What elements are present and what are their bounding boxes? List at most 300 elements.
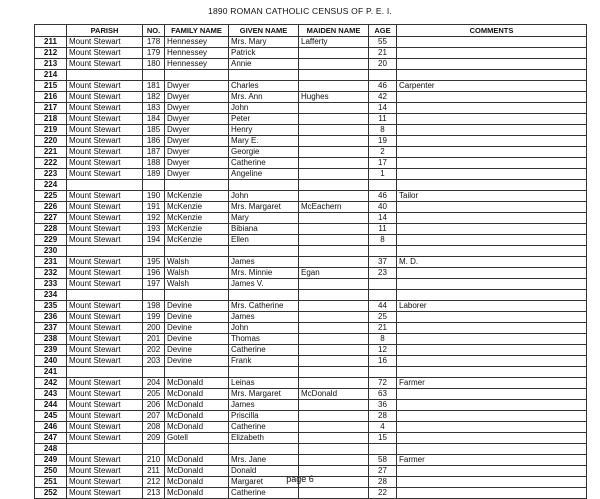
- row-number-cell: 236: [35, 312, 67, 323]
- row-number-cell: 211: [35, 37, 67, 48]
- parish-cell: Mount Stewart: [67, 400, 143, 411]
- row-number-cell: 241: [35, 367, 67, 378]
- household-number-cell: 186: [143, 136, 165, 147]
- comments-cell: [397, 400, 587, 411]
- row-number-cell: 216: [35, 92, 67, 103]
- family-name-cell: McDonald: [165, 488, 229, 499]
- table-row: [35, 235, 587, 246]
- given-name-cell: Mary: [229, 213, 299, 224]
- family-name-cell: Devine: [165, 334, 229, 345]
- table-row: [35, 213, 587, 224]
- parish-cell: Mount Stewart: [67, 81, 143, 92]
- given-name-cell: Leinas: [229, 378, 299, 389]
- household-number-cell: 182: [143, 92, 165, 103]
- row-number-cell: 227: [35, 213, 67, 224]
- table-row: [35, 180, 587, 191]
- family-name-cell: Hennessey: [165, 59, 229, 70]
- given-name-cell: James: [229, 312, 299, 323]
- maiden-name-cell: [299, 125, 369, 136]
- census-table: [34, 24, 587, 499]
- parish-cell: Mount Stewart: [67, 202, 143, 213]
- household-number-cell: 204: [143, 378, 165, 389]
- maiden-name-cell: [299, 345, 369, 356]
- age-cell: 36: [369, 400, 397, 411]
- table-row: [35, 246, 587, 257]
- column-header-given-name: GIVEN NAME: [229, 25, 299, 37]
- age-cell: 14: [369, 213, 397, 224]
- table-row: [35, 202, 587, 213]
- table-row: [35, 136, 587, 147]
- row-number-cell: 221: [35, 147, 67, 158]
- family-name-cell: Devine: [165, 323, 229, 334]
- family-name-cell: Hennessey: [165, 37, 229, 48]
- household-number-cell: 192: [143, 213, 165, 224]
- age-cell: 8: [369, 125, 397, 136]
- table-row: [35, 81, 587, 92]
- age-cell: 28: [369, 477, 397, 488]
- parish-cell: Mount Stewart: [67, 378, 143, 389]
- maiden-name-cell: [299, 191, 369, 202]
- household-number-cell: 201: [143, 334, 165, 345]
- comments-cell: [397, 202, 587, 213]
- comments-cell: [397, 103, 587, 114]
- table-row: [35, 268, 587, 279]
- column-header-row-number: [35, 25, 67, 37]
- row-number-cell: 233: [35, 279, 67, 290]
- given-name-cell: Frank: [229, 356, 299, 367]
- age-cell: 46: [369, 81, 397, 92]
- row-number-cell: 224: [35, 180, 67, 191]
- household-number-cell: 207: [143, 411, 165, 422]
- age-cell: [369, 70, 397, 81]
- family-name-cell: Devine: [165, 345, 229, 356]
- age-cell: [369, 444, 397, 455]
- parish-cell: Mount Stewart: [67, 125, 143, 136]
- family-name-cell: Dwyer: [165, 92, 229, 103]
- household-number-cell: [143, 180, 165, 191]
- maiden-name-cell: [299, 488, 369, 499]
- maiden-name-cell: [299, 158, 369, 169]
- given-name-cell: [229, 367, 299, 378]
- maiden-name-cell: [299, 334, 369, 345]
- household-number-cell: [143, 290, 165, 301]
- household-number-cell: 209: [143, 433, 165, 444]
- table-row: [35, 48, 587, 59]
- parish-cell: Mount Stewart: [67, 114, 143, 125]
- given-name-cell: Donald: [229, 466, 299, 477]
- given-name-cell: Mrs. Catherine: [229, 301, 299, 312]
- maiden-name-cell: [299, 422, 369, 433]
- family-name-cell: Dwyer: [165, 169, 229, 180]
- maiden-name-cell: [299, 213, 369, 224]
- row-number-cell: 214: [35, 70, 67, 81]
- household-number-cell: [143, 70, 165, 81]
- parish-cell: Mount Stewart: [67, 235, 143, 246]
- maiden-name-cell: [299, 455, 369, 466]
- comments-cell: [397, 433, 587, 444]
- parish-cell: Mount Stewart: [67, 191, 143, 202]
- given-name-cell: John: [229, 103, 299, 114]
- given-name-cell: Angeline: [229, 169, 299, 180]
- comments-cell: M. D.: [397, 257, 587, 268]
- age-cell: 27: [369, 466, 397, 477]
- page-title: 1890 ROMAN CATHOLIC CENSUS OF P. E. I.: [208, 6, 392, 16]
- column-header-parish: PARISH: [67, 25, 143, 37]
- given-name-cell: [229, 246, 299, 257]
- age-cell: 11: [369, 224, 397, 235]
- given-name-cell: Margaret: [229, 477, 299, 488]
- maiden-name-cell: [299, 290, 369, 301]
- table-row: [35, 114, 587, 125]
- household-number-cell: 202: [143, 345, 165, 356]
- row-number-cell: 229: [35, 235, 67, 246]
- family-name-cell: McDonald: [165, 400, 229, 411]
- maiden-name-cell: [299, 169, 369, 180]
- table-row: [35, 103, 587, 114]
- maiden-name-cell: [299, 378, 369, 389]
- given-name-cell: Patrick: [229, 48, 299, 59]
- maiden-name-cell: [299, 224, 369, 235]
- row-number-cell: 231: [35, 257, 67, 268]
- maiden-name-cell: [299, 367, 369, 378]
- comments-cell: [397, 246, 587, 257]
- table-row: [35, 488, 587, 499]
- given-name-cell: Bibiana: [229, 224, 299, 235]
- parish-cell: Mount Stewart: [67, 455, 143, 466]
- maiden-name-cell: Lafferty: [299, 37, 369, 48]
- family-name-cell: McDonald: [165, 411, 229, 422]
- maiden-name-cell: [299, 279, 369, 290]
- page-footer: page 6: [286, 474, 314, 484]
- row-number-cell: 238: [35, 334, 67, 345]
- maiden-name-cell: [299, 444, 369, 455]
- row-number-cell: 219: [35, 125, 67, 136]
- parish-cell: Mount Stewart: [67, 37, 143, 48]
- parish-cell: Mount Stewart: [67, 158, 143, 169]
- given-name-cell: [229, 444, 299, 455]
- household-number-cell: 210: [143, 455, 165, 466]
- parish-cell: Mount Stewart: [67, 268, 143, 279]
- comments-cell: [397, 125, 587, 136]
- maiden-name-cell: [299, 70, 369, 81]
- family-name-cell: Walsh: [165, 279, 229, 290]
- family-name-cell: Walsh: [165, 268, 229, 279]
- household-number-cell: 184: [143, 114, 165, 125]
- row-number-cell: 232: [35, 268, 67, 279]
- comments-cell: [397, 169, 587, 180]
- age-cell: 42: [369, 92, 397, 103]
- parish-cell: Mount Stewart: [67, 334, 143, 345]
- table-row: [35, 70, 587, 81]
- row-number-cell: 223: [35, 169, 67, 180]
- table-row: [35, 323, 587, 334]
- row-number-cell: 217: [35, 103, 67, 114]
- age-cell: [369, 246, 397, 257]
- family-name-cell: Dwyer: [165, 114, 229, 125]
- age-cell: 4: [369, 422, 397, 433]
- given-name-cell: Catherine: [229, 345, 299, 356]
- age-cell: 12: [369, 345, 397, 356]
- column-header-maiden-name: MAIDEN NAME: [299, 25, 369, 37]
- comments-cell: [397, 235, 587, 246]
- family-name-cell: McDonald: [165, 466, 229, 477]
- given-name-cell: Catherine: [229, 488, 299, 499]
- given-name-cell: Ellen: [229, 235, 299, 246]
- table-row: [35, 169, 587, 180]
- household-number-cell: 189: [143, 169, 165, 180]
- age-cell: 11: [369, 114, 397, 125]
- maiden-name-cell: [299, 114, 369, 125]
- maiden-name-cell: [299, 180, 369, 191]
- row-number-cell: 252: [35, 488, 67, 499]
- age-cell: [369, 367, 397, 378]
- comments-cell: [397, 488, 587, 499]
- given-name-cell: Catherine: [229, 422, 299, 433]
- table-row: [35, 224, 587, 235]
- parish-cell: [67, 180, 143, 191]
- family-name-cell: McKenzie: [165, 213, 229, 224]
- parish-cell: Mount Stewart: [67, 169, 143, 180]
- household-number-cell: [143, 367, 165, 378]
- column-header-comments: COMMENTS: [397, 25, 587, 37]
- family-name-cell: Devine: [165, 312, 229, 323]
- comments-cell: [397, 334, 587, 345]
- row-number-cell: 247: [35, 433, 67, 444]
- household-number-cell: 211: [143, 466, 165, 477]
- parish-cell: Mount Stewart: [67, 103, 143, 114]
- household-number-cell: 191: [143, 202, 165, 213]
- parish-cell: Mount Stewart: [67, 477, 143, 488]
- household-number-cell: 183: [143, 103, 165, 114]
- given-name-cell: Annie: [229, 59, 299, 70]
- age-cell: 15: [369, 433, 397, 444]
- table-row: [35, 378, 587, 389]
- family-name-cell: Devine: [165, 356, 229, 367]
- given-name-cell: Elizabeth: [229, 433, 299, 444]
- comments-cell: [397, 411, 587, 422]
- household-number-cell: 194: [143, 235, 165, 246]
- table-row: [35, 301, 587, 312]
- given-name-cell: Henry: [229, 125, 299, 136]
- parish-cell: Mount Stewart: [67, 433, 143, 444]
- row-number-cell: 242: [35, 378, 67, 389]
- row-number-cell: 248: [35, 444, 67, 455]
- parish-cell: [67, 290, 143, 301]
- given-name-cell: [229, 290, 299, 301]
- comments-cell: [397, 147, 587, 158]
- comments-cell: [397, 312, 587, 323]
- parish-cell: Mount Stewart: [67, 422, 143, 433]
- age-cell: 37: [369, 257, 397, 268]
- maiden-name-cell: [299, 433, 369, 444]
- household-number-cell: 179: [143, 48, 165, 59]
- maiden-name-cell: McEachern: [299, 202, 369, 213]
- family-name-cell: McDonald: [165, 389, 229, 400]
- comments-cell: [397, 290, 587, 301]
- comments-cell: [397, 114, 587, 125]
- age-cell: 63: [369, 389, 397, 400]
- comments-cell: [397, 356, 587, 367]
- household-number-cell: 200: [143, 323, 165, 334]
- household-number-cell: 178: [143, 37, 165, 48]
- parish-cell: Mount Stewart: [67, 345, 143, 356]
- maiden-name-cell: [299, 356, 369, 367]
- household-number-cell: 212: [143, 477, 165, 488]
- maiden-name-cell: McDonald: [299, 389, 369, 400]
- table-row: [35, 158, 587, 169]
- parish-cell: Mount Stewart: [67, 356, 143, 367]
- age-cell: 23: [369, 268, 397, 279]
- table-row: [35, 367, 587, 378]
- age-cell: 21: [369, 48, 397, 59]
- age-cell: [369, 279, 397, 290]
- family-name-cell: Walsh: [165, 257, 229, 268]
- family-name-cell: [165, 367, 229, 378]
- table-row: [35, 455, 587, 466]
- family-name-cell: McKenzie: [165, 191, 229, 202]
- household-number-cell: 190: [143, 191, 165, 202]
- table-row: [35, 400, 587, 411]
- household-number-cell: 208: [143, 422, 165, 433]
- family-name-cell: Dwyer: [165, 136, 229, 147]
- parish-cell: Mount Stewart: [67, 257, 143, 268]
- row-number-cell: 225: [35, 191, 67, 202]
- family-name-cell: McKenzie: [165, 202, 229, 213]
- row-number-cell: 240: [35, 356, 67, 367]
- age-cell: [369, 180, 397, 191]
- comments-cell: [397, 59, 587, 70]
- age-cell: 17: [369, 158, 397, 169]
- maiden-name-cell: [299, 48, 369, 59]
- family-name-cell: Dwyer: [165, 158, 229, 169]
- maiden-name-cell: [299, 411, 369, 422]
- maiden-name-cell: [299, 136, 369, 147]
- row-number-cell: 235: [35, 301, 67, 312]
- parish-cell: Mount Stewart: [67, 48, 143, 59]
- row-number-cell: 213: [35, 59, 67, 70]
- table-row: [35, 334, 587, 345]
- comments-cell: [397, 345, 587, 356]
- given-name-cell: Mrs. Jane: [229, 455, 299, 466]
- age-cell: 16: [369, 356, 397, 367]
- household-number-cell: 203: [143, 356, 165, 367]
- comments-cell: Farmer: [397, 378, 587, 389]
- parish-cell: [67, 444, 143, 455]
- given-name-cell: John: [229, 323, 299, 334]
- given-name-cell: James: [229, 257, 299, 268]
- comments-cell: [397, 37, 587, 48]
- row-number-cell: 239: [35, 345, 67, 356]
- parish-cell: Mount Stewart: [67, 389, 143, 400]
- parish-cell: Mount Stewart: [67, 279, 143, 290]
- given-name-cell: Mrs. Margaret: [229, 202, 299, 213]
- row-number-cell: 245: [35, 411, 67, 422]
- column-header-no: NO.: [143, 25, 165, 37]
- household-number-cell: 181: [143, 81, 165, 92]
- given-name-cell: Mrs. Ann: [229, 92, 299, 103]
- parish-cell: Mount Stewart: [67, 312, 143, 323]
- parish-cell: [67, 246, 143, 257]
- row-number-cell: 250: [35, 466, 67, 477]
- household-number-cell: 193: [143, 224, 165, 235]
- table-row: [35, 411, 587, 422]
- family-name-cell: [165, 180, 229, 191]
- table-row: [35, 345, 587, 356]
- comments-cell: [397, 136, 587, 147]
- comments-cell: [397, 48, 587, 59]
- comments-cell: [397, 444, 587, 455]
- comments-cell: [397, 224, 587, 235]
- family-name-cell: Dwyer: [165, 125, 229, 136]
- given-name-cell: Mrs. Minnie: [229, 268, 299, 279]
- comments-cell: [397, 180, 587, 191]
- age-cell: 28: [369, 411, 397, 422]
- age-cell: 58: [369, 455, 397, 466]
- comments-cell: [397, 389, 587, 400]
- given-name-cell: Peter: [229, 114, 299, 125]
- row-number-cell: 237: [35, 323, 67, 334]
- table-row: [35, 257, 587, 268]
- comments-cell: [397, 158, 587, 169]
- table-row: [35, 191, 587, 202]
- maiden-name-cell: [299, 103, 369, 114]
- comments-cell: [397, 422, 587, 433]
- given-name-cell: Thomas: [229, 334, 299, 345]
- given-name-cell: James: [229, 400, 299, 411]
- parish-cell: Mount Stewart: [67, 213, 143, 224]
- household-number-cell: 205: [143, 389, 165, 400]
- maiden-name-cell: [299, 246, 369, 257]
- household-number-cell: [143, 444, 165, 455]
- row-number-cell: 243: [35, 389, 67, 400]
- parish-cell: [67, 367, 143, 378]
- age-cell: 14: [369, 103, 397, 114]
- comments-cell: [397, 279, 587, 290]
- family-name-cell: McDonald: [165, 378, 229, 389]
- given-name-cell: Mrs. Mary: [229, 37, 299, 48]
- family-name-cell: [165, 70, 229, 81]
- comments-cell: Carpenter: [397, 81, 587, 92]
- row-number-cell: 234: [35, 290, 67, 301]
- column-header-family-name: FAMILY NAME: [165, 25, 229, 37]
- given-name-cell: Priscilla: [229, 411, 299, 422]
- parish-cell: Mount Stewart: [67, 488, 143, 499]
- table-row: [35, 290, 587, 301]
- parish-cell: Mount Stewart: [67, 323, 143, 334]
- column-header-age: AGE: [369, 25, 397, 37]
- parish-cell: Mount Stewart: [67, 59, 143, 70]
- parish-cell: Mount Stewart: [67, 92, 143, 103]
- parish-cell: Mount Stewart: [67, 411, 143, 422]
- family-name-cell: [165, 290, 229, 301]
- household-number-cell: 196: [143, 268, 165, 279]
- household-number-cell: 206: [143, 400, 165, 411]
- household-number-cell: [143, 246, 165, 257]
- row-number-cell: 218: [35, 114, 67, 125]
- row-number-cell: 244: [35, 400, 67, 411]
- row-number-cell: 249: [35, 455, 67, 466]
- age-cell: 40: [369, 202, 397, 213]
- age-cell: 46: [369, 191, 397, 202]
- age-cell: 8: [369, 235, 397, 246]
- given-name-cell: James V.: [229, 279, 299, 290]
- row-number-cell: 228: [35, 224, 67, 235]
- maiden-name-cell: [299, 400, 369, 411]
- parish-cell: [67, 70, 143, 81]
- table-row: [35, 356, 587, 367]
- household-number-cell: 187: [143, 147, 165, 158]
- family-name-cell: [165, 246, 229, 257]
